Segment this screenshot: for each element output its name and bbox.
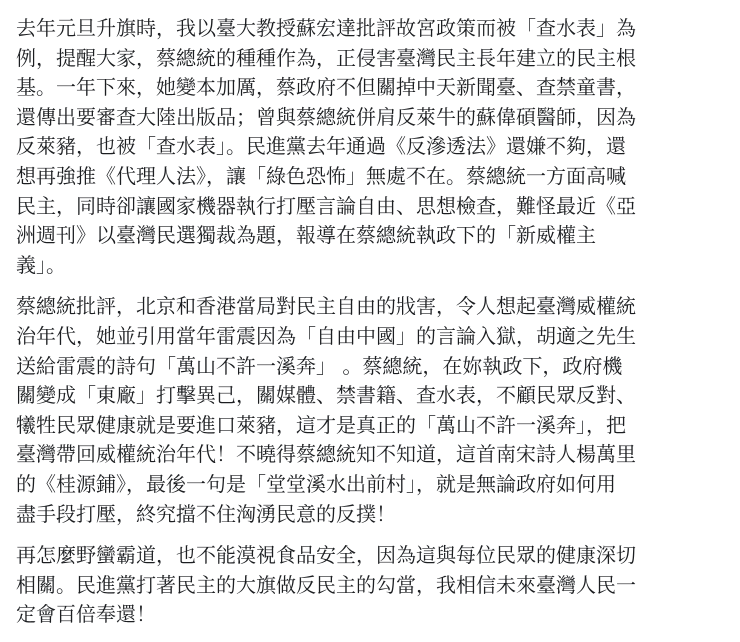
post-body xyxy=(16,14,728,642)
text-line: 義」。 xyxy=(16,252,66,277)
text-line: 還傳出要審查大陸出版品；曾與蔡總統併肩反萊牛的蘇偉碩醫師，因為 xyxy=(16,104,636,129)
text-line: 治年代，她並引用當年雷震因為「自由中國」的言論入獄，胡適之先生 xyxy=(16,323,636,348)
text-line: 想再強推《代理人法》，讓「綠色恐怖」無處不在。蔡總統一方面高喊 xyxy=(16,163,626,188)
text-line: 蔡總統批評，北京和香港當局對民主自由的戕害，令人想起臺灣威權統 xyxy=(16,294,636,319)
text-line: 送給雷震的詩句「萬山不許一溪奔」 。蔡總統，在妳執政下，政府機 xyxy=(16,353,623,378)
text-line: 盡手段打壓，終究擋不住洶湧民意的反撲！ xyxy=(16,501,396,526)
text-line: 關變成「東廠」打擊異己，關媒體、禁書籍、查水表，不顧民眾反對、 xyxy=(16,383,636,408)
text-line: 犧牲民眾健康就是要進口萊豬，這才是真正的「萬山不許一溪奔」，把 xyxy=(16,412,626,437)
text-line: 洲週刊》以臺灣民選獨裁為題，報導在蔡總統執政下的「新威權主 xyxy=(16,223,596,248)
text-line: 民主，同時卻讓國家機器執行打壓言論自由、思想檢查，難怪最近《亞 xyxy=(16,193,636,218)
paragraph-1 xyxy=(16,14,728,280)
text-line: 定會百倍奉還！ xyxy=(16,602,156,627)
text-line: 的《桂源鋪》，最後一句是「堂堂溪水出前村」，就是無論政府如何用 xyxy=(16,471,616,496)
text-line: 相關。民進黨打著民主的大旗做反民主的勾當，我相信未來臺灣人民一 xyxy=(16,572,636,597)
text-line: 例，提醒大家，蔡總統的種種作為，正侵害臺灣民主長年建立的民主根 xyxy=(16,45,636,70)
paragraph-3 xyxy=(16,541,728,630)
paragraph-2 xyxy=(16,292,728,529)
text-line: 再怎麼野蠻霸道，也不能漠視食品安全，因為這與每位民眾的健康深切 xyxy=(16,543,636,568)
text-line: 臺灣帶回威權統治年代！不曉得蔡總統知不知道，這首南宋詩人楊萬里 xyxy=(16,442,636,467)
text-line: 基。一年下來，她變本加厲，蔡政府不但關掉中天新聞臺、查禁童書， xyxy=(16,75,636,100)
text-line: 反萊豬，也被「查水表」。民進黨去年通過《反滲透法》還嫌不夠，還 xyxy=(16,134,626,159)
text-line: 去年元旦升旗時，我以臺大教授蘇宏達批評故宮政策而被「查水表」為 xyxy=(16,16,636,40)
